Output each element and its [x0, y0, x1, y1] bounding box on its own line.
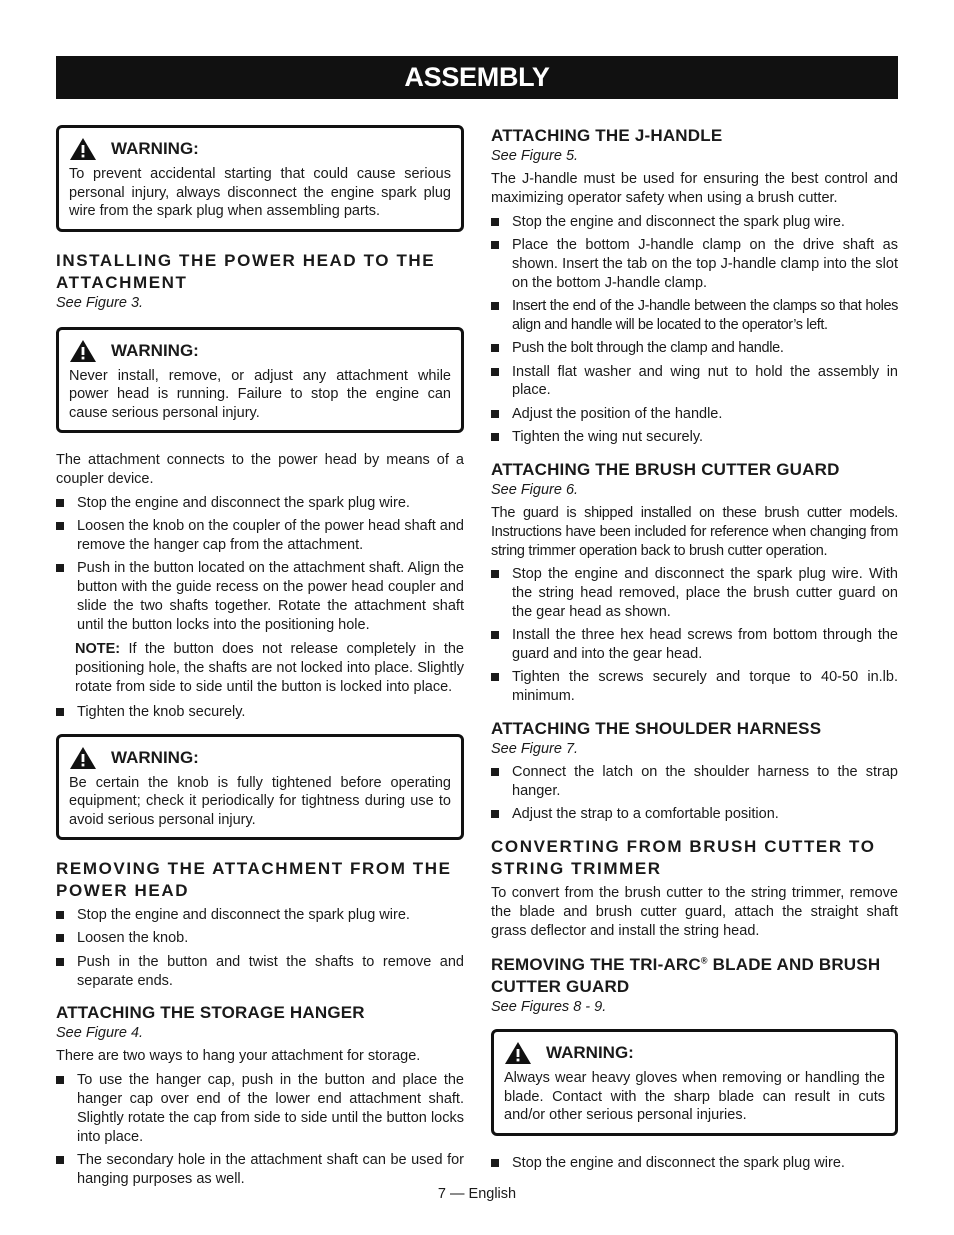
bullet-list — [491, 213, 898, 447]
warning-text: Be certain the knob is fully tightened before operating equipment; check it periodically for tightness during use to avoid serious personal injury. — [69, 774, 451, 828]
figure-reference: See Figure 6. — [491, 481, 579, 498]
paragraph: The guard is shipped installed on these brush cutter models. Instructions have been included for reference when changing from string trimmer operation back to brush cutter operation. — [491, 504, 898, 559]
figure-reference: See Figure 3. — [56, 294, 144, 311]
warning-title: WARNING: — [111, 139, 199, 158]
list-item: Place the bottom J-handle clamp on the drive shaft as shown. Insert the tab on the top J-handle clamp into the slot on the bottom J-handle clamp. — [491, 236, 898, 292]
figure-reference: See Figure 4. — [56, 1025, 144, 1042]
warning-box — [491, 1029, 898, 1136]
bullet-list — [56, 494, 464, 635]
section-heading: REMOVING THE TRI-ARC® BLADE AND BRUSH CUTTER GUARD — [491, 955, 881, 997]
note: NOTE: If the button does not release completely in the positioning hole, the shafts are not locked into place. Slightly rotate from side to side until the button is locked into place. — [75, 641, 464, 695]
warning-box — [56, 734, 464, 841]
warning-box — [56, 327, 464, 434]
warning-text: To prevent accidental starting that could cause serious personal injury, always disconnect the engine spark plug wire from the spark plug when assembling parts. — [69, 166, 451, 219]
paragraph: There are two ways to hang your attachment for storage. — [56, 1048, 421, 1065]
section-heading: REMOVING THE ATTACHMENT FROM THE POWER HEAD — [56, 859, 452, 901]
list-item: Tighten the wing nut securely. — [491, 428, 898, 447]
figure-reference: See Figure 5. — [491, 148, 579, 164]
list-item: Loosen the knob. — [56, 929, 464, 948]
warning-title: WARNING: — [546, 1043, 634, 1063]
figure-reference: See Figures 8 - 9. — [491, 999, 607, 1016]
section-heading: ATTACHING THE J-HANDLE — [491, 126, 723, 145]
list-item: Stop the engine and disconnect the spark plug wire. — [491, 1154, 898, 1173]
list-item: Push in the button located on the attachment shaft. Align the button with the guide recess on the power head coupler and slide the two shafts together. Rotate the attachment shaft until the button locks into the positioning hole. — [56, 559, 464, 634]
list-item: Adjust the strap to a comfortable position. — [491, 805, 898, 824]
warning-triangle-icon — [69, 746, 97, 770]
page-banner: ASSEMBLY — [56, 56, 898, 99]
page-footer: 7 — English — [437, 1186, 517, 1202]
list-item: Adjust the position of the handle. — [491, 405, 898, 424]
section-heading: INSTALLING THE POWER HEAD TO THE ATTACHMENT — [56, 250, 436, 292]
warning-title: WARNING: — [111, 340, 199, 360]
list-item: Push the bolt through the clamp and handle. — [491, 339, 898, 358]
list-item: Insert the end of the J-handle between the clamps so that holes align and handle will be located to the operator’s left. — [491, 297, 898, 335]
left-column — [56, 125, 464, 1201]
warning-triangle-icon — [69, 339, 97, 363]
list-item: Loosen the knob on the coupler of the power head shaft and remove the hanger cap from the attachment. — [56, 517, 464, 555]
bullet-list — [491, 763, 898, 824]
paragraph: The J-handle must be used for ensuring the best control and maximizing operator safety when using a brush cutter. — [491, 171, 898, 206]
list-item: Stop the engine and disconnect the spark plug wire. — [491, 213, 898, 232]
list-item: Connect the latch on the shoulder harness to the strap hanger. — [491, 763, 898, 801]
list-item: Install the three hex head screws from bottom through the guard and into the gear head. — [491, 626, 898, 664]
warning-text: Never install, remove, or adjust any attachment while power head is running. Failure to stop the engine can cause serious personal injury. — [69, 367, 451, 421]
section-heading: ATTACHING THE BRUSH CUTTER GUARD — [491, 459, 840, 479]
warning-triangle-icon — [69, 137, 97, 161]
list-item: To use the hanger cap, push in the button and place the hanger cap over end of the lower end attachment shaft. Slightly rotate the cap from side to side until the button locks into place. — [56, 1071, 464, 1146]
paragraph: The attachment connects to the power head by means of a coupler device. — [56, 452, 464, 487]
list-item: The secondary hole in the attachment shaft can be used for hanging purposes as well. — [56, 1151, 464, 1189]
bullet-list — [56, 1071, 464, 1188]
list-item: Install flat washer and wing nut to hold the assembly in place. — [491, 363, 898, 401]
section-heading: ATTACHING THE STORAGE HANGER — [56, 1003, 365, 1023]
warning-title: WARNING: — [111, 747, 199, 767]
bullet-list — [491, 565, 898, 706]
list-item: Stop the engine and disconnect the spark plug wire. With the string head removed, place the brush cutter guard on the gear head as shown. — [491, 565, 898, 621]
warning-triangle-icon — [504, 1041, 532, 1065]
bullet-list — [56, 906, 464, 990]
warning-text: Always wear heavy gloves when removing or handling the blade. Contact with the sharp blade can result in cuts and/or other serious personal injuries. — [504, 1070, 885, 1124]
list-item: Tighten the screws securely and torque to 40-50 in.lb. minimum. — [491, 668, 898, 706]
list-item: Push in the button and twist the shafts to remove and separate ends. — [56, 953, 464, 991]
figure-reference: See Figure 7. — [491, 741, 579, 758]
bullet-list — [56, 703, 464, 722]
right-column — [491, 125, 898, 1185]
list-item: Stop the engine and disconnect the spark plug wire. — [56, 906, 464, 925]
section-heading: CONVERTING FROM BRUSH CUTTER TO STRING TRIMMER — [491, 837, 876, 879]
warning-box — [56, 125, 464, 232]
bullet-list — [491, 1154, 898, 1173]
list-item: Tighten the knob securely. — [56, 703, 464, 722]
section-heading: ATTACHING THE SHOULDER HARNESS — [491, 719, 822, 739]
list-item: Stop the engine and disconnect the spark plug wire. — [56, 494, 464, 513]
paragraph: To convert from the brush cutter to the string trimmer, remove the blade and brush cutter guard, attach the straight shaft grass deflector and install the string head. — [491, 885, 898, 939]
